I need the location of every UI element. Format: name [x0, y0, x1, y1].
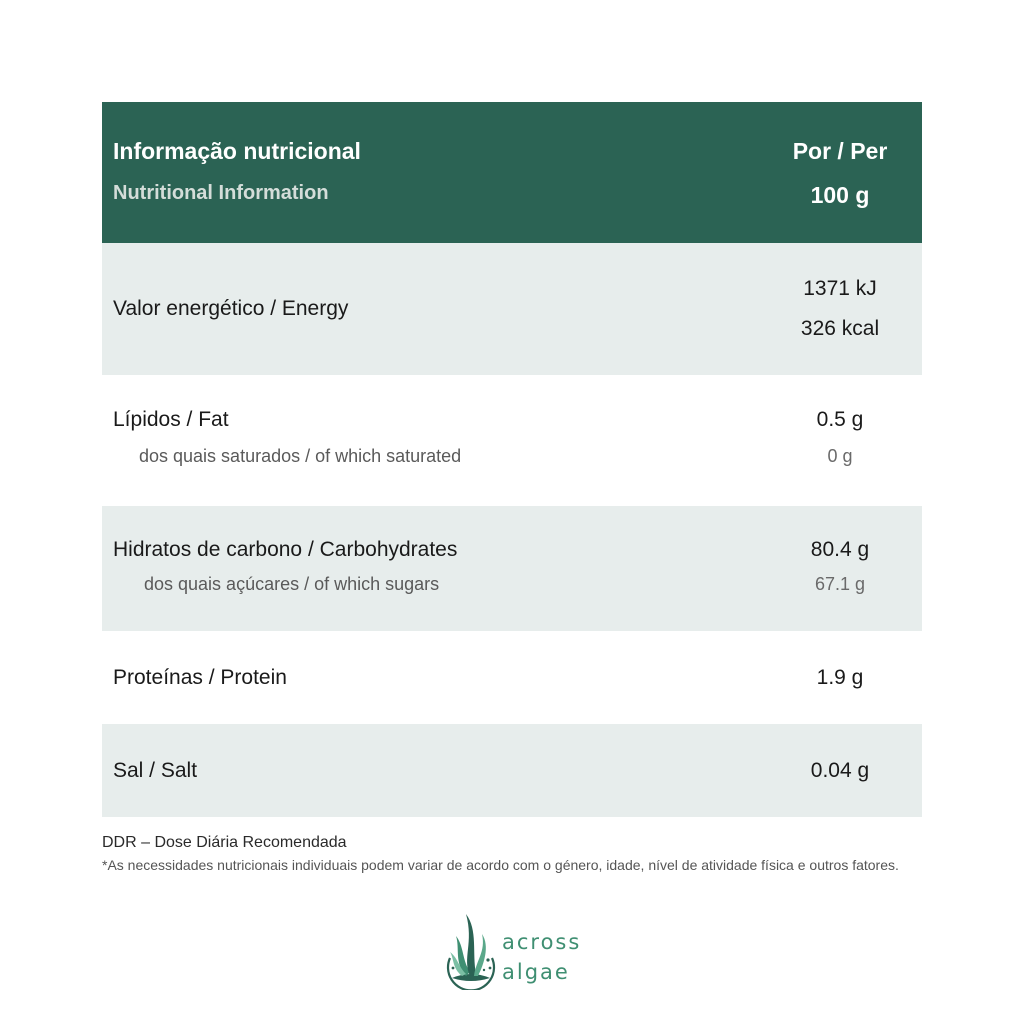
- row-value: 0.5 g: [816, 408, 864, 431]
- per-label: Por / Per: [792, 138, 888, 164]
- row-sublabel: dos quais saturados / of which saturated: [139, 446, 462, 466]
- ddr-note: DDR – Dose Diária Recomendada: [102, 834, 347, 851]
- row-label: Proteínas / Protein: [113, 666, 287, 689]
- row-fat: [102, 375, 922, 506]
- title-portuguese: Informação nutricional: [113, 138, 361, 164]
- row-salt: [102, 724, 922, 817]
- table-header: [102, 102, 922, 243]
- brand-logo: [444, 908, 594, 992]
- row-label: Hidratos de carbono / Carbohydrates: [113, 538, 458, 561]
- per-quantity: 100 g: [810, 182, 870, 208]
- title-english: Nutritional Information: [113, 182, 329, 204]
- disclaimer-note: *As necessidades nutricionais individuais podem variar de acordo com o género, idade, nível de atividade física e outros fatores.: [102, 857, 899, 873]
- row-label: Valor energético / Energy: [113, 297, 349, 320]
- row-subvalue: 67.1 g: [814, 574, 866, 594]
- row-label: Sal / Salt: [113, 759, 198, 782]
- row-label: Lípidos / Fat: [113, 408, 229, 431]
- brand-name-line1: across: [502, 930, 582, 954]
- row-value: 80.4 g: [810, 538, 870, 561]
- row-value: 1.9 g: [816, 666, 864, 689]
- energy-kj: 1371 kJ: [803, 277, 877, 300]
- row-protein: [102, 631, 922, 724]
- row-subvalue: 0 g: [827, 446, 853, 466]
- energy-kcal: 326 kcal: [800, 317, 880, 340]
- footer-notes: [102, 834, 922, 874]
- seaweed-logo-icon: [444, 908, 498, 990]
- row-energy: [102, 243, 922, 375]
- row-carbohydrates: [102, 506, 922, 631]
- brand-name-line2: algae: [502, 960, 570, 984]
- row-value: 0.04 g: [810, 759, 870, 782]
- nutrition-table: [102, 102, 922, 817]
- row-sublabel: dos quais açúcares / of which sugars: [144, 574, 440, 594]
